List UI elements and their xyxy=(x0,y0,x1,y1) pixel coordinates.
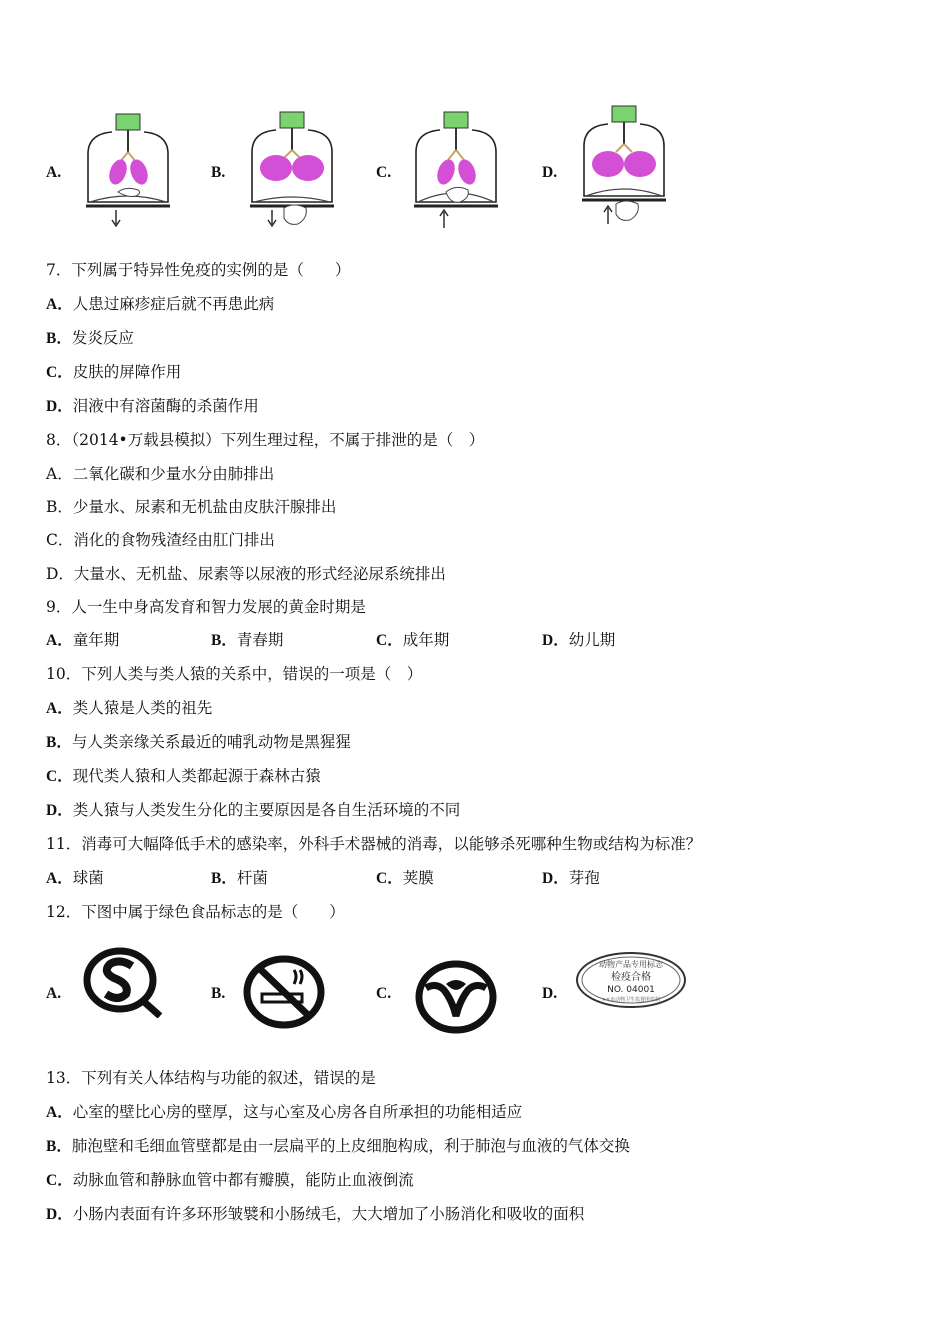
q13-option-d: D．小肠内表面有许多环形皱襞和小肠绒毛，大大增加了小肠消化和吸收的面积 xyxy=(46,1205,585,1223)
q11-option-d: D．芽孢 xyxy=(542,869,600,887)
q7-option-b: B．发炎反应 xyxy=(46,329,134,347)
q10-stem: 10．下列人类与类人猿的关系中，错误的一项是（ ） xyxy=(46,665,423,683)
q8-option-d: D．大量水、无机盐、尿素等以尿液的形式经泌尿系统排出 xyxy=(46,565,446,583)
q9-option-a: A．童年期 xyxy=(46,631,120,649)
seal-top-text: 动物产品专用标志 xyxy=(599,960,663,969)
seal-mid-text: 检疫合格 xyxy=(611,972,651,983)
q7-option-c: C．皮肤的屏障作用 xyxy=(46,363,182,381)
q10-option-a: A．类人猿是人类的祖先 xyxy=(46,699,213,717)
q8-stem: 8．（2014•万载县模拟）下列生理过程，不属于排泄的是（ ） xyxy=(46,431,485,449)
q6-label-a: A. xyxy=(46,164,62,181)
q12-label-d: D. xyxy=(542,985,558,1002)
q13-stem: 13．下列有关人体结构与功能的叙述，错误的是 xyxy=(46,1069,376,1087)
q9-stem: 9．人一生中身高发育和智力发展的黄金时期是 xyxy=(46,598,366,616)
q13-option-c: C．动脉血管和静脉血管中都有瓣膜，能防止血液倒流 xyxy=(46,1171,414,1189)
q7-stem: 7．下列属于特异性免疫的实例的是（ ） xyxy=(46,261,351,279)
q9-option-c: C．成年期 xyxy=(376,631,450,649)
q8-option-a: A．二氧化碳和少量水分由肺排出 xyxy=(46,465,275,483)
q12-label-c: C. xyxy=(376,985,392,1002)
seal-number-text: NO. 04001 xyxy=(607,985,655,995)
bell-jar-model-d xyxy=(578,102,670,226)
q8-option-c: C．消化的食物残渣经由肛门排出 xyxy=(46,531,275,549)
q6-label-c: C. xyxy=(376,164,392,181)
bell-jar-model-c xyxy=(410,108,502,232)
q13-option-a: A．心室的壁比心房的壁厚，这与心室及心房各自所承担的功能相适应 xyxy=(46,1103,523,1121)
q11-option-b: B．杆菌 xyxy=(211,869,268,887)
q9-option-d: D．幼儿期 xyxy=(542,631,616,649)
q11-option-a: A．球菌 xyxy=(46,869,104,887)
q7-option-a: A．人患过麻疹症后就不再患此病 xyxy=(46,295,275,313)
green-food-logo-icon xyxy=(414,960,498,1034)
seal-bottom-text: ××市动物卫生监督所监制 xyxy=(601,997,661,1003)
q6-label-d: D. xyxy=(542,164,558,181)
q10-option-c: C．现代类人猿和人类都起源于森林古猿 xyxy=(46,767,321,785)
qs-logo-icon xyxy=(82,946,164,1018)
bell-jar-model-b xyxy=(246,108,338,232)
q7-option-d: D．泪液中有溶菌酶的杀菌作用 xyxy=(46,397,259,415)
q8-option-b: B．少量水、尿素和无机盐由皮肤汗腺排出 xyxy=(46,498,337,516)
quarantine-seal-icon xyxy=(574,950,688,1010)
q10-option-b: B．与人类亲缘关系最近的哺乳动物是黑猩猩 xyxy=(46,733,351,751)
q9-option-b: B．青春期 xyxy=(211,631,284,649)
q12-label-a: A. xyxy=(46,985,62,1002)
q6-label-b: B. xyxy=(211,164,226,181)
no-smoking-icon xyxy=(242,954,326,1030)
q12-stem: 12．下图中属于绿色食品标志的是（ ） xyxy=(46,903,345,921)
q13-option-b: B．肺泡壁和毛细血管壁都是由一层扁平的上皮细胞构成，利于肺泡与血液的气体交换 xyxy=(46,1137,630,1155)
bell-jar-model-a xyxy=(82,110,174,232)
q11-stem: 11．消毒可大幅降低手术的感染率，外科手术器械的消毒，以能够杀死哪种生物或结构为标准？ xyxy=(46,835,702,853)
q11-option-c: C．荚膜 xyxy=(376,869,434,887)
q12-label-b: B. xyxy=(211,985,226,1002)
q10-option-d: D．类人猿与人类发生分化的主要原因是各自生活环境的不同 xyxy=(46,801,461,819)
